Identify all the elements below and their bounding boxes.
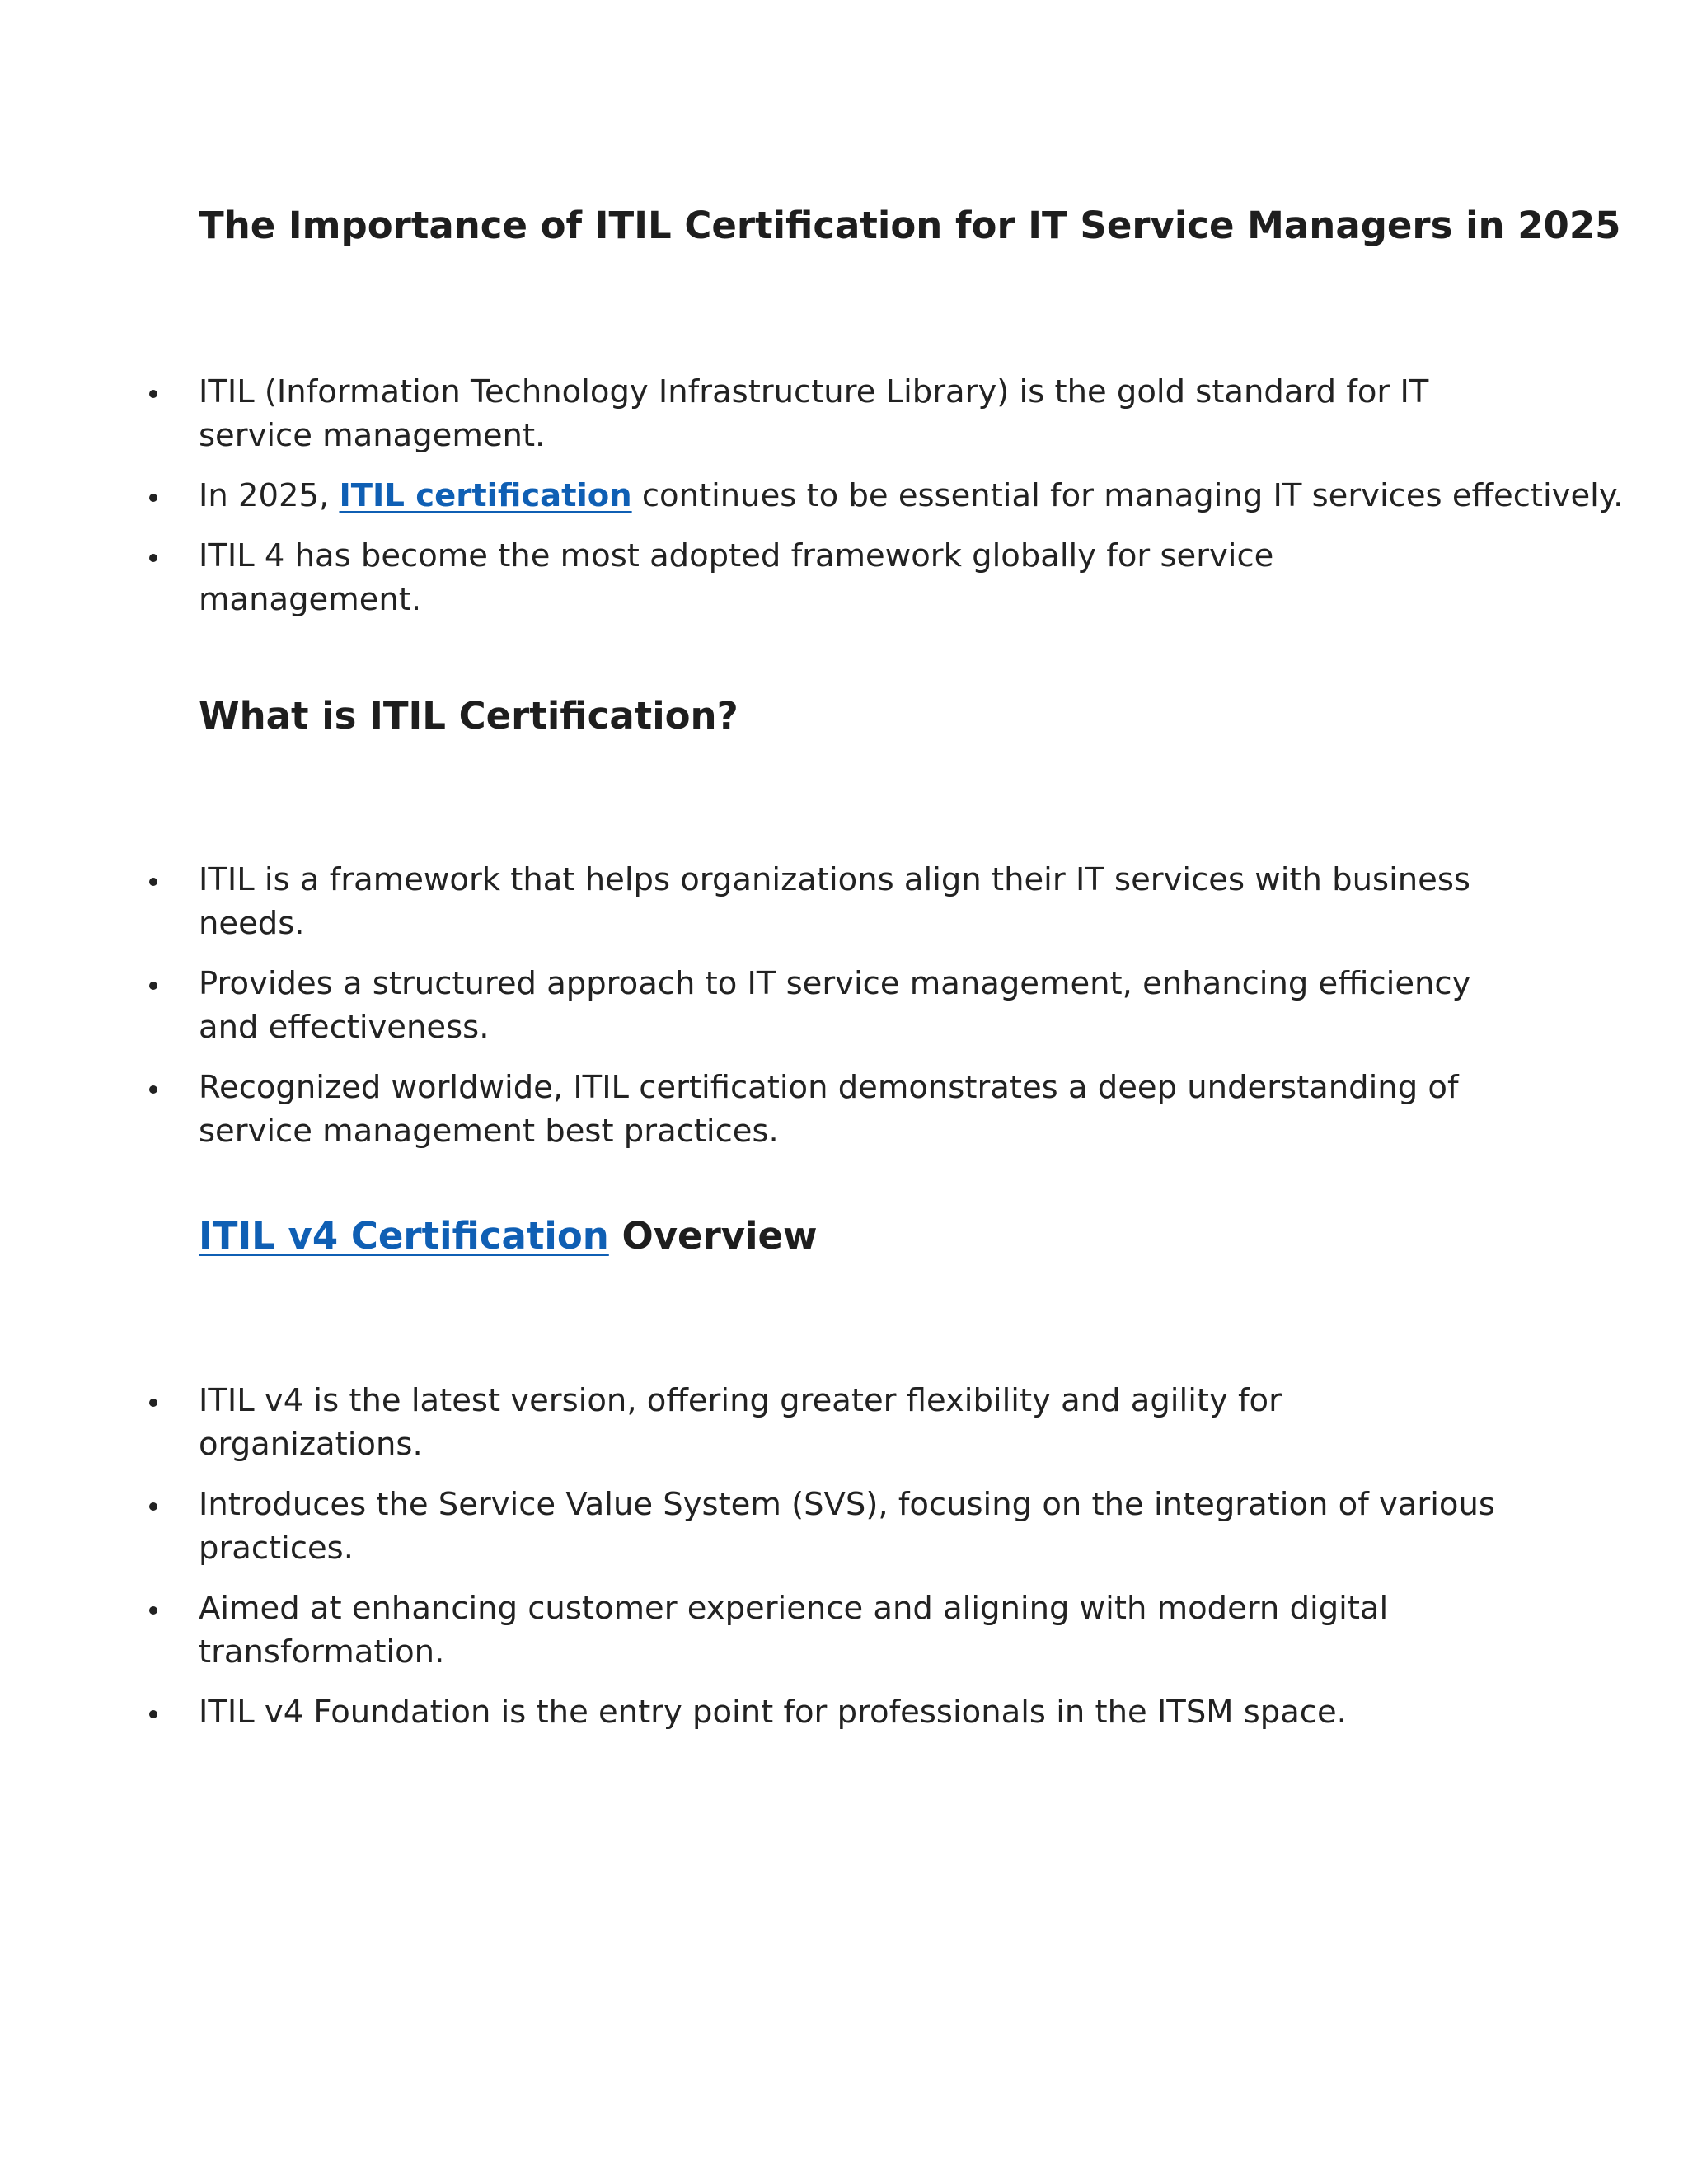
- list-item: [0, 1483, 1501, 1570]
- section-heading-what-is-itil: What is ITIL Certification?: [199, 694, 738, 738]
- list-item-text: ITIL (Information Technology Infrastructure Library) is the gold standard for IT service management.: [199, 373, 1429, 454]
- section-heading-itil-v4: [199, 1212, 818, 1260]
- list-item: [0, 534, 1501, 621]
- list-item: [0, 370, 1501, 457]
- list-item-text: ITIL 4 has become the most adopted framework globally for service management.: [199, 537, 1274, 618]
- list-item: [0, 962, 1501, 1049]
- list-item-suffix: continues to be essential for managing IT services effectively.: [631, 477, 1624, 514]
- list-item-text: ITIL v4 Foundation is the entry point for professionals in the ITSM space.: [199, 1694, 1347, 1731]
- list-item: [0, 474, 1624, 518]
- itil-v4-list: [0, 1379, 1566, 1750]
- itil-certification-link[interactable]: ITIL certification: [339, 477, 632, 514]
- list-item: [0, 1379, 1501, 1466]
- what-is-itil-list: [0, 858, 1566, 1169]
- bullet-icon: [149, 878, 157, 886]
- bullet-icon: [149, 1502, 157, 1511]
- list-item-text: Provides a structured approach to IT service management, enhancing efficiency and effectiveness.: [199, 965, 1471, 1046]
- list-item-text: ITIL v4 is the latest version, offering greater flexibility and agility for organizations.: [199, 1382, 1282, 1463]
- list-item-prefix: In 2025,: [199, 477, 340, 514]
- bullet-icon: [149, 1085, 157, 1094]
- bullet-icon: [149, 1399, 157, 1407]
- section-heading-rest: Overview: [608, 1214, 818, 1258]
- intro-list: [0, 370, 1624, 638]
- bullet-icon: [149, 390, 157, 398]
- bullet-icon: [149, 982, 157, 990]
- bullet-icon: [149, 1710, 157, 1718]
- list-item-text: Aimed at enhancing customer experience and aligning with modern digital transformation.: [199, 1590, 1389, 1671]
- list-item-text: ITIL is a framework that helps organizations align their IT services with business needs.: [199, 861, 1470, 942]
- list-item: [0, 1066, 1501, 1153]
- page-title: The Importance of ITIL Certification for IT Service Managers in 2025: [199, 204, 1621, 247]
- list-item: [0, 1690, 1501, 1734]
- bullet-icon: [149, 494, 157, 502]
- list-item-text: Recognized worldwide, ITIL certification demonstrates a deep understanding of service management best practices.: [199, 1069, 1459, 1150]
- list-item: [0, 858, 1501, 945]
- bullet-icon: [149, 1606, 157, 1615]
- bullet-icon: [149, 554, 157, 562]
- list-item-text: Introduces the Service Value System (SVS), focusing on the integration of various practices.: [199, 1486, 1495, 1567]
- list-item: [0, 1586, 1501, 1674]
- itil-v4-certification-link[interactable]: ITIL v4 Certification: [199, 1214, 609, 1258]
